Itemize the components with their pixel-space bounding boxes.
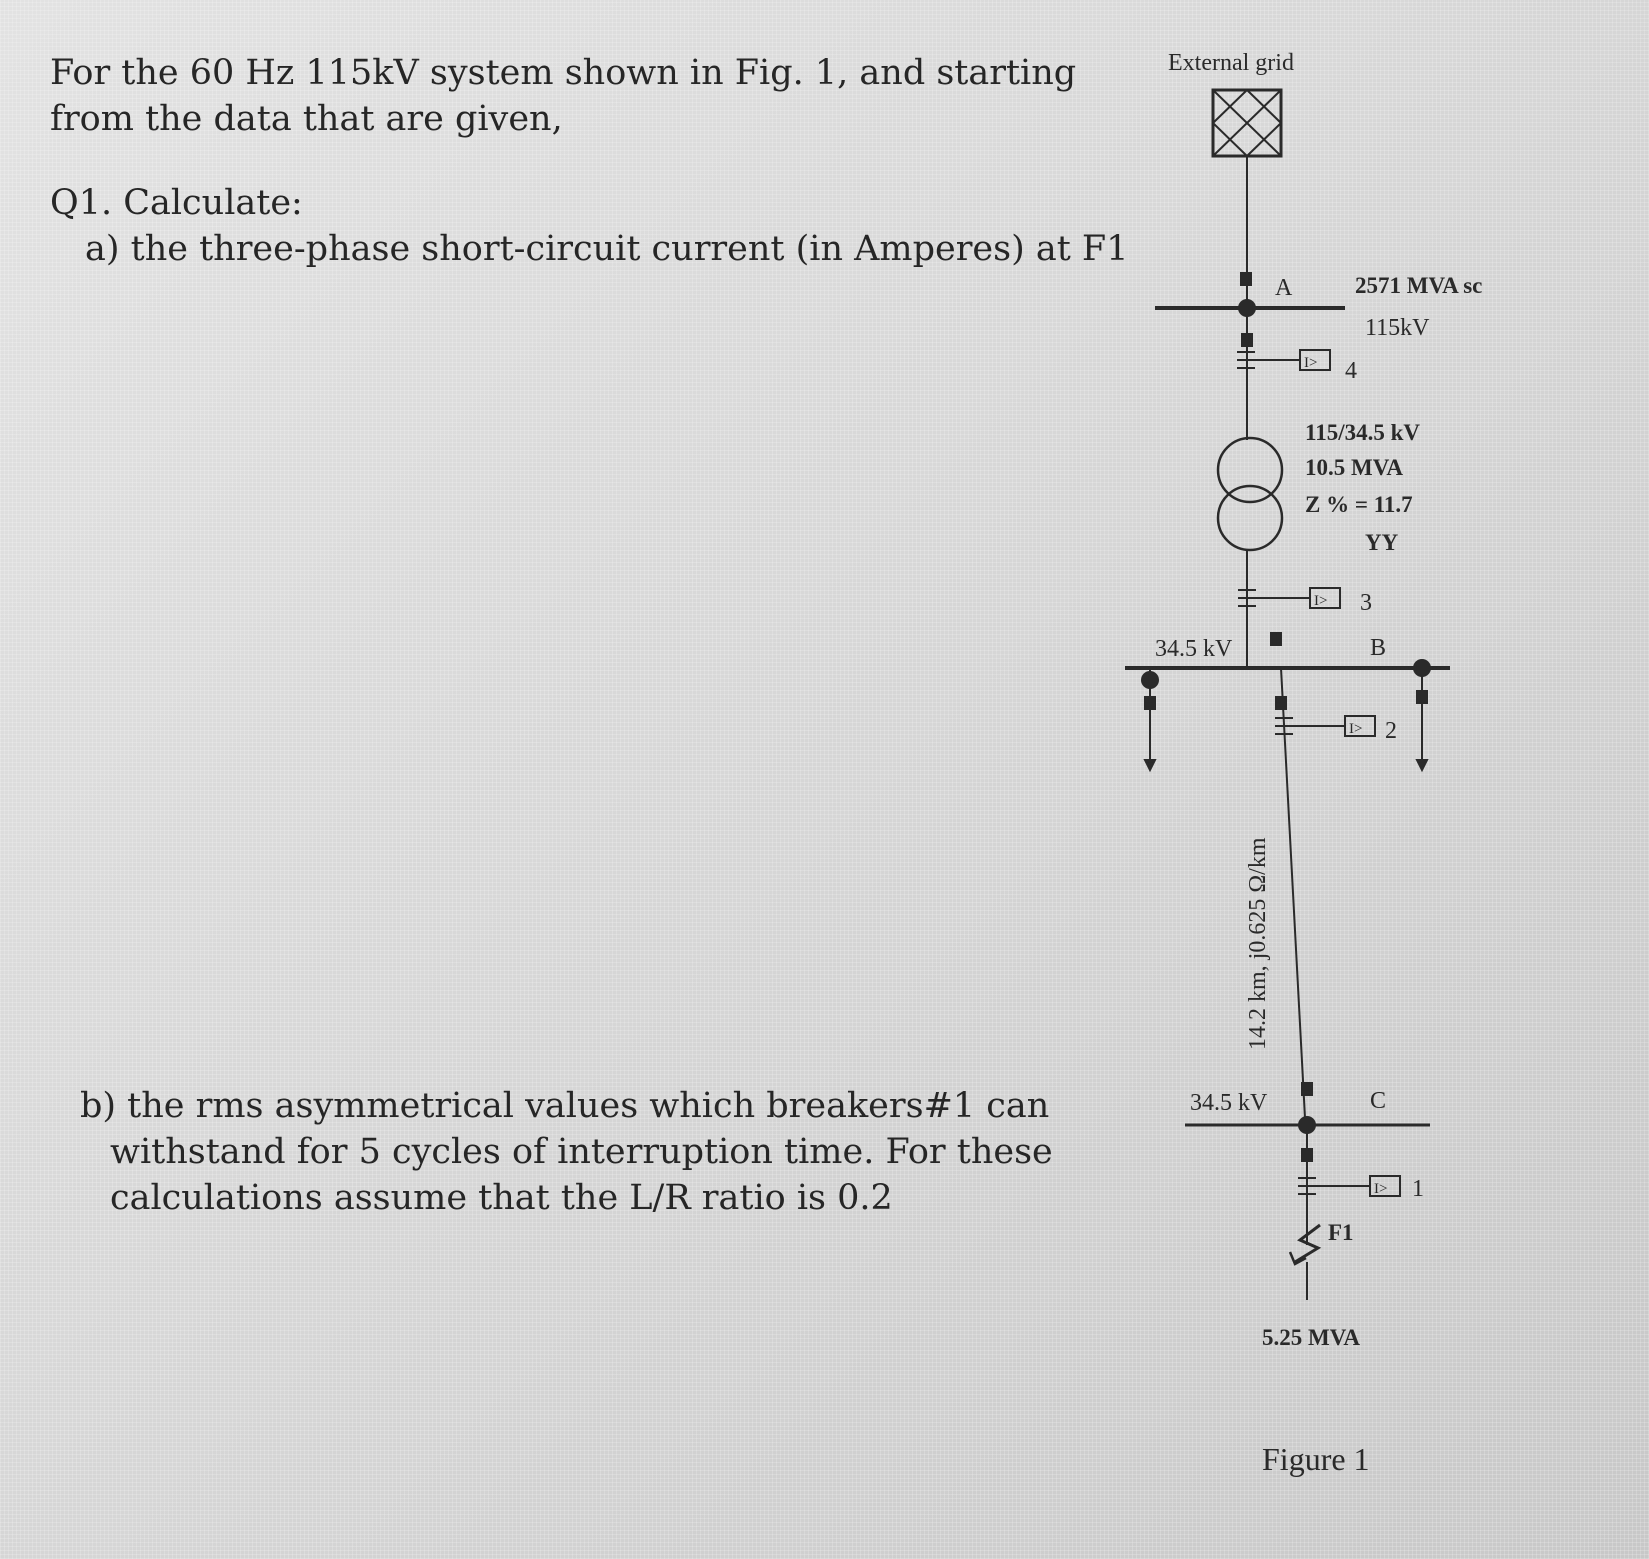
right-feeder-arrow-icon xyxy=(1417,760,1427,770)
breaker-2-label: 2 xyxy=(1385,718,1397,744)
transmission-line xyxy=(1281,668,1305,1118)
transformer-connection: YY xyxy=(1365,530,1399,555)
bus-b-voltage: 34.5 kV xyxy=(1155,636,1233,662)
breaker-square-right xyxy=(1416,690,1428,704)
breaker-square-left xyxy=(1144,696,1156,710)
relay-1-symbol: I> xyxy=(1374,1181,1388,1197)
relay-4-symbol: I> xyxy=(1304,355,1318,371)
bus-a-name: A xyxy=(1275,275,1293,301)
external-grid-label: External grid xyxy=(1168,50,1294,76)
breaker-square-3 xyxy=(1270,632,1282,646)
bus-b-left-node xyxy=(1141,671,1159,689)
breaker-square-1 xyxy=(1301,1148,1313,1162)
question-part-a: a) the three-phase short-circuit current (in Amperes) at F1 xyxy=(85,229,1129,269)
figure-caption: Figure 1 xyxy=(1262,1441,1370,1477)
transformer-icon xyxy=(1218,438,1282,550)
line-parameters: 14.2 km, j0.625 Ω/km xyxy=(1245,837,1271,1050)
transformer-rating: 10.5 MVA xyxy=(1305,455,1403,480)
bus-b-right-node xyxy=(1413,659,1431,677)
fault-label: F1 xyxy=(1328,1220,1354,1245)
bus-a-node xyxy=(1238,299,1256,317)
external-grid-icon xyxy=(1213,90,1281,156)
load-rating: 5.25 MVA xyxy=(1262,1325,1360,1350)
left-feeder-arrow-icon xyxy=(1145,760,1155,770)
bus-c-voltage: 34.5 kV xyxy=(1190,1090,1268,1116)
bus-c-name: C xyxy=(1370,1088,1387,1114)
relay-3-symbol: I> xyxy=(1314,593,1328,609)
intro-line-2: from the data that are given, xyxy=(50,99,563,139)
intro-line-1: For the 60 Hz 115kV system shown in Fig. 1, and starting xyxy=(50,53,1077,93)
bus-a-voltage: 115kV xyxy=(1365,315,1430,341)
fault-arrow-icon xyxy=(1290,1252,1306,1264)
breaker-1-label: 1 xyxy=(1412,1176,1424,1202)
breaker-3-label: 3 xyxy=(1360,590,1372,616)
part-b-line-1: b) the rms asymmetrical values which breakers#1 can xyxy=(80,1086,1050,1126)
breaker-square-4 xyxy=(1241,333,1253,347)
part-b-line-3: calculations assume that the L/R ratio is 0.2 xyxy=(110,1178,893,1218)
bus-b-name: B xyxy=(1370,635,1387,661)
question-1-heading: Q1. Calculate: xyxy=(50,183,303,223)
transformer-ratio: 115/34.5 kV xyxy=(1305,420,1421,445)
transformer-impedance: Z % = 11.7 xyxy=(1305,492,1413,517)
breaker-4-label: 4 xyxy=(1345,358,1357,384)
breaker-square-2 xyxy=(1275,696,1287,710)
part-b-line-2: withstand for 5 cycles of interruption time. For these xyxy=(110,1132,1053,1172)
breaker-square-grid xyxy=(1240,272,1252,286)
bus-a-sc-power: 2571 MVA sc xyxy=(1355,273,1483,298)
bus-c-node xyxy=(1298,1116,1316,1134)
breaker-square-c xyxy=(1301,1082,1313,1096)
relay-2-symbol: I> xyxy=(1349,721,1363,737)
